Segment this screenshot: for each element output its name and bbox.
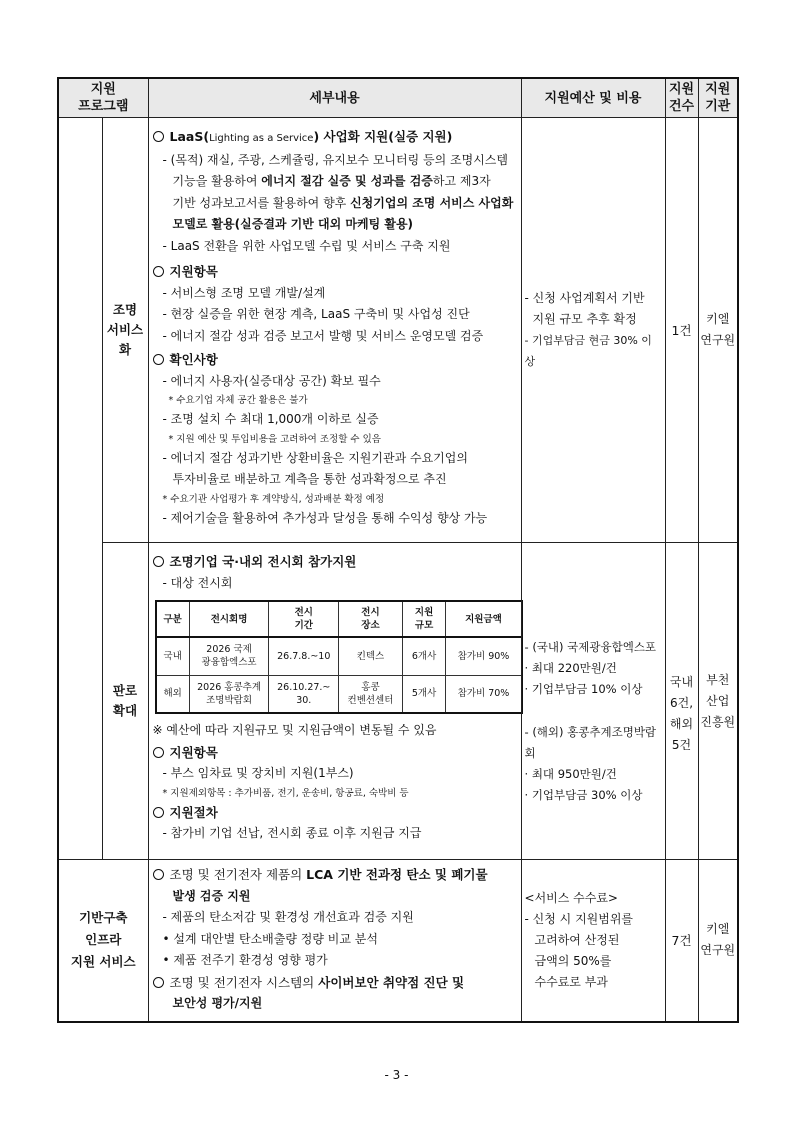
budget-line: 지원 규모 추후 확정 bbox=[532, 312, 637, 326]
budget-laas bbox=[521, 118, 665, 543]
circle-bullet-icon bbox=[153, 869, 164, 880]
text-line: - 제어기술을 활용하여 추가성과 달성을 통해 수익성 향상 가능 bbox=[162, 510, 488, 525]
org-laas: 키엘 연구원 bbox=[698, 118, 738, 543]
count-exhibition bbox=[665, 543, 698, 860]
text-line: 투자비율로 배분하고 계측을 통한 성과확정으로 추진 bbox=[172, 472, 447, 486]
table-row-exhibition bbox=[58, 543, 738, 860]
col-header: 지원금액 bbox=[446, 601, 522, 637]
program-table-wrapper bbox=[57, 77, 737, 1023]
text-line: - LaaS 전환을 위한 사업모델 수립 및 서비스 구축 지원 bbox=[162, 238, 451, 253]
note: * 수요기관 사업평가 후 계약방식, 성과배분 확정 예정 bbox=[162, 493, 385, 505]
text-line: - 에너지 절감 성과기반 상환비율은 지원기관과 수요기업의 bbox=[162, 450, 468, 465]
table-cell: 킨텍스 bbox=[339, 637, 403, 675]
section-title-check: 확인사항 bbox=[153, 349, 517, 371]
budget-line: <서비스 수수료> bbox=[524, 890, 618, 905]
text-line: - 에너지 사용자(실증대상 공간) 확보 필수 bbox=[162, 373, 381, 388]
section-title-lca: 조명 및 전기전자 제품의 LCA 기반 전과정 탄소 및 폐기물 bbox=[153, 864, 517, 886]
circle-bullet-icon bbox=[153, 354, 164, 365]
col-header: 지원 규모 bbox=[402, 601, 446, 637]
section-title-support-items: 지원항목 bbox=[153, 742, 517, 764]
budget-line: · 기업부담금 10% 이상 bbox=[524, 681, 643, 696]
list-item: - 현장 실증을 위한 현장 계측, LaaS 구축비 및 사업성 진단 bbox=[162, 307, 470, 321]
table-cell: 6개사 bbox=[402, 637, 446, 675]
budget-line: - 기업부담금 현금 30% 이상 bbox=[524, 334, 652, 368]
text-line: 모델로 활용(실증결과 기반 대외 마케팅 활용) bbox=[172, 217, 414, 231]
circle-bullet-icon bbox=[153, 266, 164, 277]
text-line: - 부스 임차료 및 장치비 지원(1부스) bbox=[162, 766, 354, 780]
table-cell: 26.10.27.~ 30. bbox=[269, 675, 339, 713]
table-row bbox=[156, 675, 522, 713]
section-title-security: 조명 및 전기전자 시스템의 사이버보안 취약점 진단 및 bbox=[153, 972, 517, 994]
text-line: 기능을 활용하여 에너지 절감 실증 및 성과를 검증하고 제3자 bbox=[172, 174, 491, 188]
table-cell: 2026 홍콩추계 조명박람회 bbox=[189, 675, 269, 713]
text-line: - 대상 전시회 bbox=[162, 575, 233, 590]
support-program-table bbox=[57, 77, 739, 1023]
section-title-exhibition: 조명기업 국·내외 전시회 참가지원 bbox=[153, 551, 517, 573]
detail-exhibition bbox=[148, 543, 521, 860]
table-row-infra bbox=[58, 860, 738, 1022]
budget-exhibition bbox=[521, 543, 665, 860]
header-count: 지원 건수 bbox=[665, 78, 698, 118]
table-cell: 홍콩 컨벤션센터 bbox=[339, 675, 403, 713]
category-infra-service: 기반구축 인프라 지원 서비스 bbox=[58, 860, 148, 1022]
category-market-expansion: 판로 확대 bbox=[102, 543, 148, 860]
col-header: 전시회명 bbox=[189, 601, 269, 637]
detail-infra bbox=[148, 860, 521, 1022]
detail-laas bbox=[148, 118, 521, 543]
table-row-laas bbox=[58, 118, 738, 543]
note: * 지원 예산 및 투입비용을 고려하여 조정할 수 있음 bbox=[168, 433, 381, 445]
count-line: 6건, bbox=[669, 696, 694, 710]
col-header: 구분 bbox=[156, 601, 190, 637]
budget-line: 고려하여 산정된 bbox=[534, 932, 620, 947]
text-line: 기반 성과보고서를 활용하여 향후 신청기업의 조명 서비스 사업화 bbox=[172, 195, 514, 210]
org-infra: 키엘 연구원 bbox=[698, 860, 738, 1022]
exhibition-table-header bbox=[156, 601, 522, 637]
circle-bullet-icon bbox=[153, 747, 164, 758]
text-line: - 참가비 기업 선납, 전시회 종료 이후 지원금 지급 bbox=[162, 826, 422, 840]
list-item: • 제품 전주기 환경성 영향 평가 bbox=[162, 953, 328, 967]
text-line: - (목적) 재실, 주광, 스케쥴링, 유지보수 모니터링 등의 조명시스템 bbox=[162, 152, 508, 167]
section-title-support-items: 지원항목 bbox=[153, 261, 517, 283]
budget-line: - (해외) 홍콩추계조명박람회 bbox=[524, 724, 657, 760]
col-header: 전시 장소 bbox=[339, 601, 403, 637]
count-infra: 7건 bbox=[665, 860, 698, 1022]
count-line: 5건 bbox=[671, 738, 692, 752]
category-lighting-service: 조명 서비스화 bbox=[102, 118, 148, 543]
section-title-laas: LaaS(Lighting as a Service) 사업화 지원(실증 지원) bbox=[153, 126, 517, 150]
budget-line: · 기업부담금 30% 이상 bbox=[524, 787, 643, 802]
table-cell: 26.7.8.~10 bbox=[269, 637, 339, 675]
budget-line: - 신청 사업계획서 기반 bbox=[524, 291, 645, 305]
list-item: - 에너지 절감 성과 검증 보고서 발행 및 서비스 운영모델 검증 bbox=[162, 328, 484, 343]
text-line: ※ 예산에 따라 지원규모 및 지원금액이 변동될 수 있음 bbox=[152, 723, 437, 737]
text-line: - 조명 설치 수 최대 1,000개 이하로 실증 bbox=[162, 412, 379, 426]
count-line: 해외 bbox=[669, 717, 694, 731]
circle-bullet-icon bbox=[153, 131, 164, 142]
program-group-cell bbox=[58, 118, 102, 860]
header-program: 지원 프로그램 bbox=[58, 78, 148, 118]
budget-infra bbox=[521, 860, 665, 1022]
header-budget: 지원예산 및 비용 bbox=[521, 78, 665, 118]
header-detail: 세부내용 bbox=[148, 78, 521, 118]
table-cell: 참가비 70% bbox=[446, 675, 522, 713]
table-cell: 국내 bbox=[156, 637, 190, 675]
table-row bbox=[156, 637, 522, 675]
org-exhibition: 부천 산업 진흥원 bbox=[698, 543, 738, 860]
table-cell: 2026 국제 광융합엑스포 bbox=[189, 637, 269, 675]
budget-line: 금액의 50%를 bbox=[534, 953, 612, 968]
list-item: • 설계 대안별 탄소배출량 정량 비교 분석 bbox=[162, 931, 378, 946]
section-title-procedure: 지원절차 bbox=[153, 802, 517, 824]
table-cell: 참가비 90% bbox=[446, 637, 522, 675]
budget-line: 수수료로 부과 bbox=[534, 974, 608, 989]
budget-line: - 신청 시 지원범위를 bbox=[524, 911, 634, 926]
col-header: 전시 기간 bbox=[269, 601, 339, 637]
count-line: 국내 bbox=[669, 675, 694, 689]
page-number: - 3 - bbox=[384, 1068, 409, 1082]
exhibition-table bbox=[155, 600, 523, 714]
list-item: - 서비스형 조명 모델 개발/설계 bbox=[162, 285, 326, 300]
note: * 수요기업 자체 공간 활용은 불가 bbox=[168, 395, 308, 406]
note: * 지원제외항목 : 추가비품, 전기, 운송비, 항공료, 숙박비 등 bbox=[162, 787, 409, 799]
circle-bullet-icon bbox=[153, 977, 164, 988]
budget-line: · 최대 950만원/건 bbox=[524, 766, 617, 781]
text-line: - 제품의 탄소저감 및 환경성 개선효과 검증 지원 bbox=[162, 910, 414, 924]
budget-line: · 최대 220만원/건 bbox=[524, 660, 617, 675]
text-line: 발생 검증 지원 bbox=[172, 888, 251, 903]
header-org: 지원 기관 bbox=[698, 78, 738, 118]
budget-line: - (국내) 국제광융합엑스포 bbox=[524, 639, 657, 654]
table-cell: 5개사 bbox=[402, 675, 446, 713]
circle-bullet-icon bbox=[153, 556, 164, 567]
circle-bullet-icon bbox=[153, 807, 164, 818]
table-header-row bbox=[58, 78, 738, 118]
text-line: 보안성 평가/지원 bbox=[172, 996, 263, 1010]
table-cell: 해외 bbox=[156, 675, 190, 713]
count-laas: 1건 bbox=[665, 118, 698, 543]
